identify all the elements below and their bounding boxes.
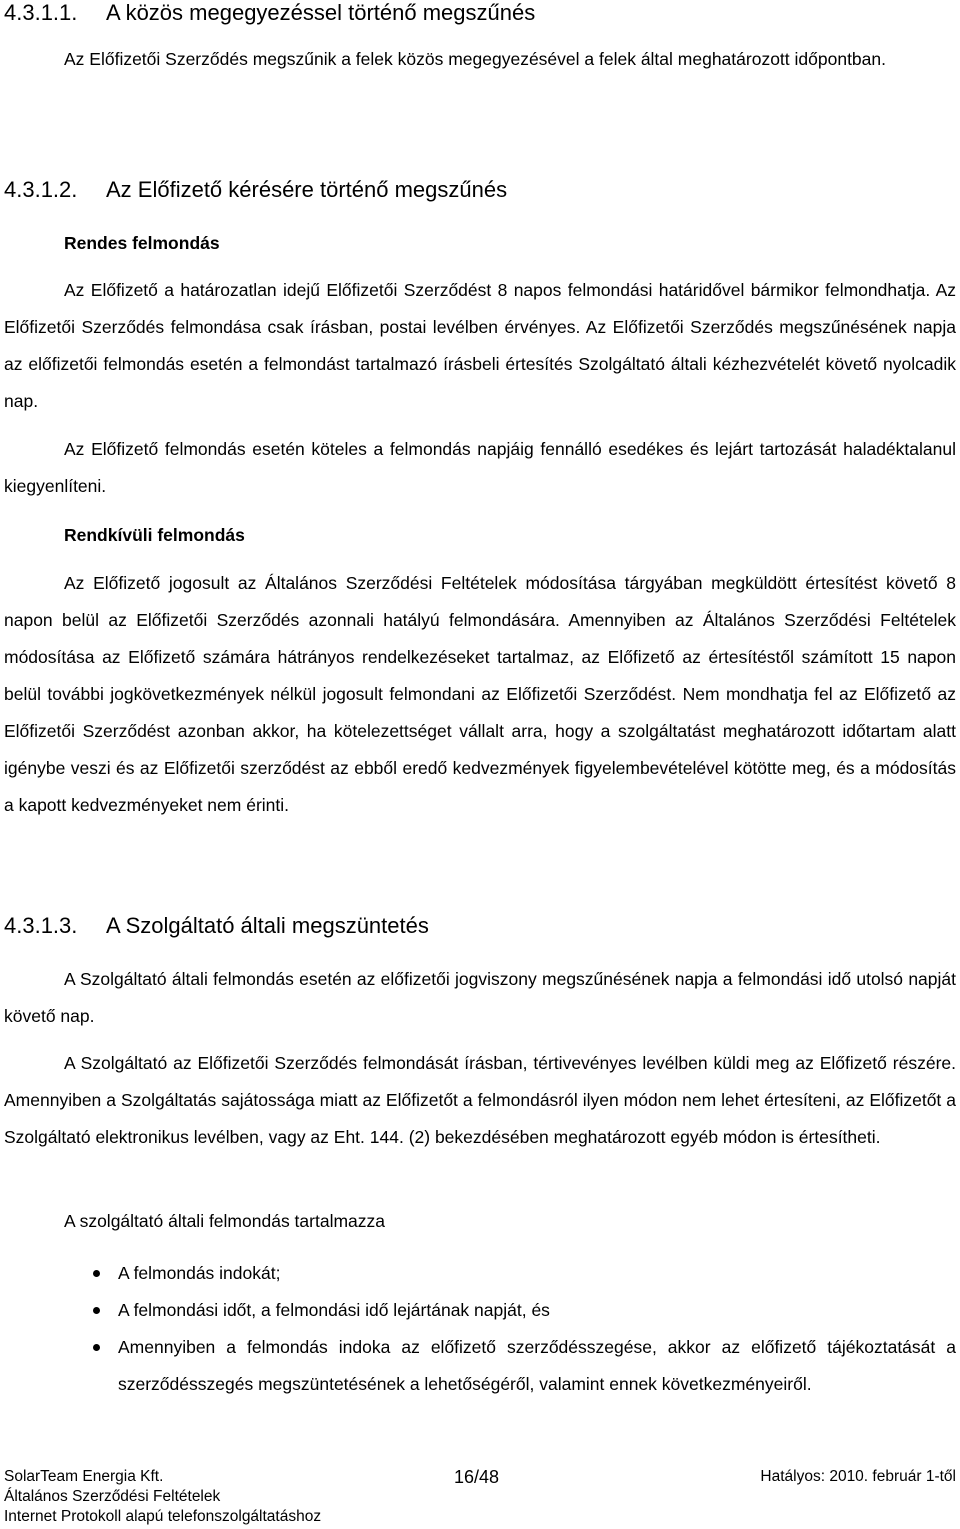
section-number: 4.3.1.1. [4,0,78,25]
subheading-rendes-felmondas: Rendes felmondás [64,233,220,253]
section-title: A közös megegyezéssel történő megszűnés [106,0,536,25]
section-title: A Szolgáltató általi megszüntetés [106,913,429,938]
list-item [0,1255,956,1292]
paragraph-kozos-megegyezes: Az Előfizetői Szerződés megszűnik a felek közös megegyezésével a felek által meghatározott időpontban. [64,49,886,69]
footer-company: SolarTeam Energia Kft. [4,1468,164,1485]
paragraph-felmondas-tartalma: A szolgáltató általi felmondás tartalmazza [64,1211,385,1231]
footer-effective-date: Hatályos: 2010. február 1-től [760,1468,956,1485]
list-item-text: A felmondás indokát; [118,1263,281,1283]
paragraph-rendes-felmondas: Az Előfizető a határozatlan idejű Előfizetői Szerződést 8 napos felmondási határidővel bármikor felmondhatja. Az Előfizetői Szerződés felmondása csak írásban, postai levélben érvényes. Az Előfizetői Szerződés megszűnésének napja az előfizetői felmondás esetén a felmondást tartalmazó írásbeli értesítés Szolgáltató általi kézhezvételét követő nyolcadik nap. [4,280,956,411]
paragraph-rendkivuli-felmondas: Az Előfizető jogosult az Általános Szerződési Feltételek módosítása tárgyában megküldött értesítést követő 8 napon belül az Előfizetői Szerződés azonnali hatályú felmondására. Amennyiben az Általános Szerződési Feltételek módosítása az Előfizető számára hátrányos rendelkezéseket tartalmaz, az Előfizető az értesítéstől számított 15 napon belül további jogkövetkezmények nélkül jogosult felmondani az Előfizetői Szerződést. Nem mondhatja fel az Előfizető az Előfizetői Szerződést azonban akkor, ha kötelezettséget vállalt arra, hogy a szolgáltatást meghatározott időtartam alatt igénybe veszi és az Előfizetői szerződést az ebből eredő kedvezmények figyelembevételével kötötte meg, és a módosítás a kapott kedvezményeket nem érinti. [4,573,956,815]
page-footer [4,1467,956,1527]
section-heading-4-3-1-3 [4,913,956,939]
bullet-icon [93,1307,100,1314]
footer-doc-subtitle: Internet Protokoll alapú telefonszolgáltatáshoz [4,1508,322,1525]
section-title: Az Előfizető kérésére történő megszűnés [106,177,508,202]
footer-page-number: 16/48 [454,1467,500,1487]
list-item-text: Amennyiben a felmondás indoka az előfizető szerződésszegése, akkor az előfizető tájékoztatását a szerződésszegés megszüntetésének a lehetőségéről, valamint ennek következményeiről. [118,1337,956,1394]
list-item [0,1329,956,1403]
section-number: 4.3.1.3. [4,913,78,938]
subheading-rendkivuli-felmondas: Rendkívüli felmondás [64,525,245,545]
section-number: 4.3.1.2. [4,177,78,202]
paragraph-szolgaltato-felmondas: A Szolgáltató általi felmondás esetén az előfizetői jogviszony megszűnésének napja a felmondási idő utolsó napját követő nap. [4,969,956,1026]
section-heading-4-3-1-2 [4,177,956,203]
paragraph-tartozas: Az Előfizető felmondás esetén köteles a felmondás napjáig fennálló esedékes és lejárt tartozását haladéktalanul kiegyenlíteni. [4,439,956,496]
list-item-text: A felmondási időt, a felmondási idő lejártának napját, és [118,1300,550,1320]
bullet-icon [93,1270,100,1277]
list-item [0,1292,956,1329]
bullet-icon [93,1344,100,1351]
paragraph-felmondas-modja: A Szolgáltató az Előfizetői Szerződés felmondását írásban, tértivevényes levélben küldi meg az Előfizető részére. Amennyiben a Szolgáltatás sajátossága miatt az Előfizetőt a felmondásról ilyen módon nem lehet értesíteni, az Előfizetőt a Szolgáltató elektronikus levélben, vagy az Eht. 144. (2) bekezdésében meghatározott egyéb módon is értesítheti. [4,1053,956,1147]
section-heading-4-3-1-1 [4,0,956,26]
footer-doc-title: Általános Szerződési Feltételek [4,1488,221,1505]
